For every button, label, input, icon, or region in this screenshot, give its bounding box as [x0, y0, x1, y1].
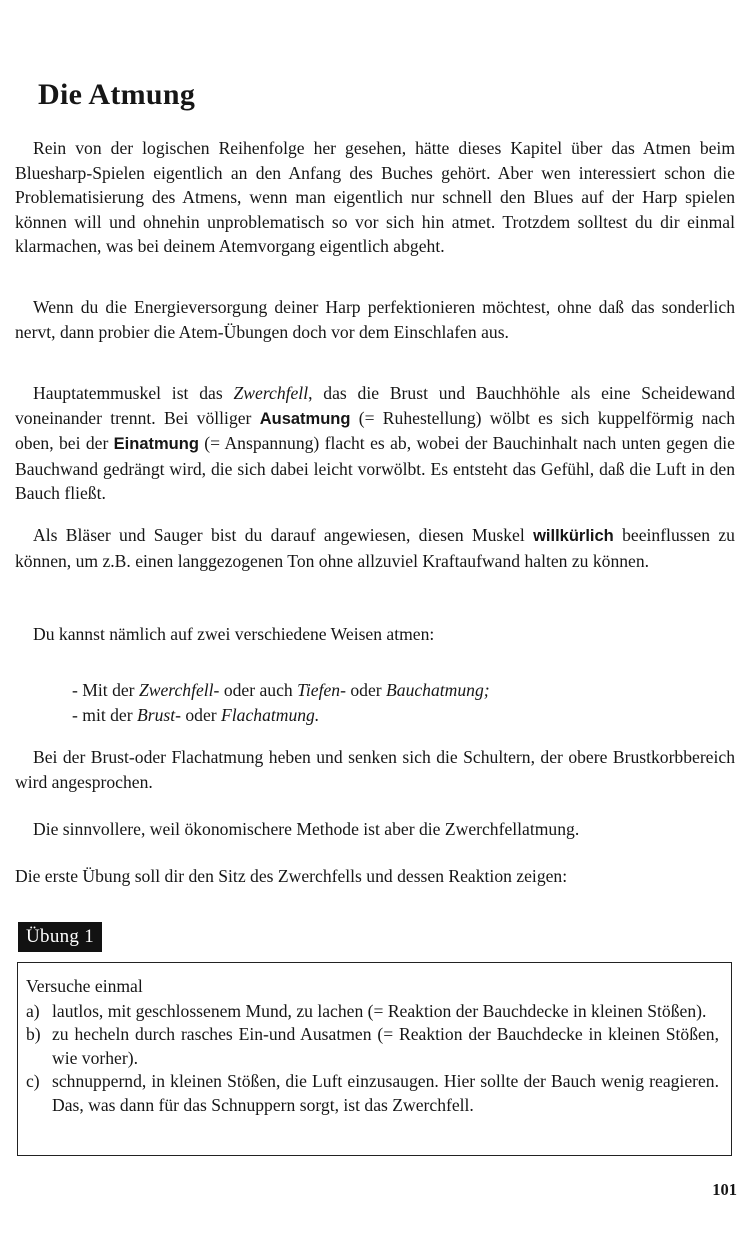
text-segment: Als Bläser und Sauger bist du darauf angewiesen, diesen Muskel [33, 525, 534, 545]
bold-term-willkuerlich: willkürlich [533, 527, 614, 545]
exercise-label: Übung 1 [18, 922, 102, 952]
paragraph-chest-breathing: Bei der Brust-oder Flachatmung heben und senken sich die Schultern, der obere Brustkorbbereich wird angesprochen. [15, 747, 735, 792]
paragraph-two-ways: Du kannst nämlich auf zwei verschiedene Weisen atmen: [33, 624, 435, 644]
step-text: schnuppernd, in kleinen Stößen, die Luft einzusaugen. Hier sollte der Bauch wenig reagieren. Das, was dann für das Schnuppern sorgt, ist das Zwerchfell. [52, 1071, 719, 1115]
breathing-types-list [72, 678, 490, 728]
step-text: lautlos, mit geschlossenem Mund, zu lachen (= Reaktion der Bauchdecke in kleinen Stößen). [52, 1000, 707, 1021]
text-segment: , das die Brust und Bauchhöhle als eine Scheidewand voneinander trennt. Bei völliger [15, 383, 736, 428]
text-segment: - Mit der [72, 680, 139, 700]
italic-term: Brust- [136, 705, 181, 725]
bold-term-einatmung: Einatmung [113, 435, 199, 453]
bold-term-ausatmung: Ausatmung [259, 409, 351, 428]
paragraph-method: Die sinnvollere, weil ökonomischere Methode ist aber die Zwerchfellatmung. [33, 819, 580, 839]
exercise-step [26, 1000, 719, 1024]
exercise-steps [26, 1000, 719, 1118]
text-segment: Hauptatemmuskel ist das [33, 383, 234, 403]
text-segment: oder auch [219, 680, 298, 700]
exercise-intro: Versuche einmal [26, 976, 143, 996]
paragraph-diaphragm [15, 381, 735, 506]
list-item [72, 678, 490, 703]
text-segment: oder [180, 705, 222, 725]
page-number: 101 [712, 1180, 737, 1199]
paragraph-energy: Wenn du die Energieversorgung deiner Harp perfektionieren möchtest, ohne daß das sonderlich nervt, dann probier die Atem-Übungen doch vor dem Einschlafen aus. [15, 297, 735, 342]
italic-term: Bauchatmung; [386, 680, 490, 700]
paragraph-first-exercise: Die erste Übung soll dir den Sitz des Zwerchfells und dessen Reaktion zeigen: [15, 866, 568, 886]
text-segment: - mit der [72, 705, 137, 725]
chapter-title: Die Atmung [38, 78, 196, 111]
step-letter: c) [26, 1071, 40, 1091]
paragraph-intro: Rein von der logischen Reihenfolge her gesehen, hätte dieses Kapitel über das Atmen beim Bluesharp-Spielen eigentlich an den Anfang des Buches gehört. Aber wen interessiert schon die Problematisierung des Atmens, wenn man eigentlich nur schnell den Blues auf der Harp spielen können will und ohnehin unproblematisch so vor sich hin atmet. Trotzdem solltest du dir einmal klarmachen, was bei deinem Atemvorgang eigentlich abgeht. [15, 138, 735, 256]
paragraph-control [15, 523, 735, 573]
text-segment: oder [345, 680, 387, 700]
step-letter: a) [26, 1000, 40, 1021]
list-item [72, 703, 490, 728]
text-segment: (= Ruhestellung) wölbt es sich kuppelförmig nach oben, bei der [15, 407, 735, 453]
text-segment: beeinflussen zu können, um z.B. einen langgezogenen Ton ohne allzuviel Kraftaufwand halten zu können. [15, 525, 735, 571]
italic-term: Zwerchfell- [138, 680, 220, 700]
text-segment: (= Anspannung) flacht es ab, wobei der Bauchinhalt nach unten gegen die Bauchwand gedrängt wird, die sich dabei leicht vorwölbt. Es entsteht das Gefühl, daß die Luft in den Bauch fließt. [15, 433, 735, 503]
exercise-step [26, 1070, 719, 1117]
step-text: zu hecheln durch rasches Ein-und Ausatmen (= Reaktion der Bauchdecke in kleinen Stößen, wie vorher). [52, 1024, 719, 1068]
italic-term: Flachatmung. [221, 705, 320, 725]
italic-term: Tiefen- [297, 680, 346, 700]
exercise-step [26, 1023, 719, 1070]
exercise-box [17, 962, 732, 1156]
step-letter: b) [26, 1024, 41, 1044]
italic-term-zwerchfell: Zwerchfell [233, 383, 309, 403]
